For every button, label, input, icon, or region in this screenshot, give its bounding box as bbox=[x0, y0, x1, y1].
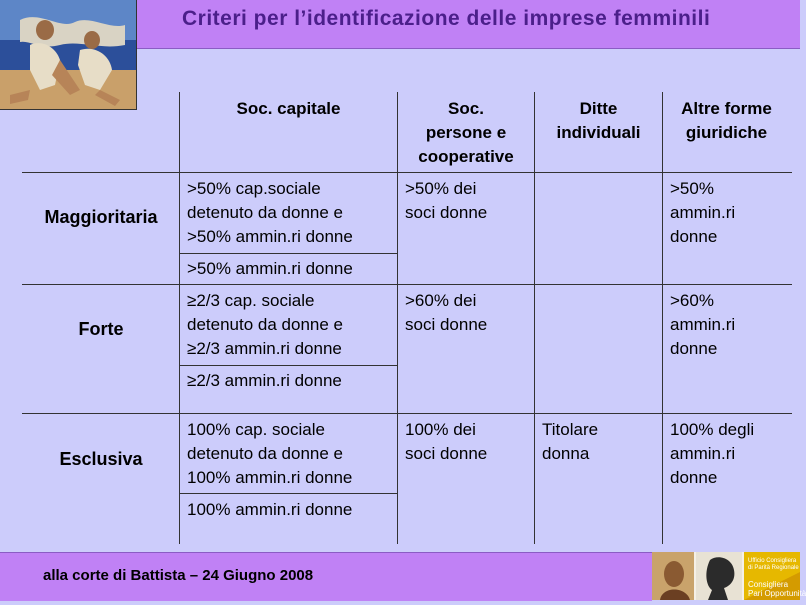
row-label-maggioritaria: Maggioritaria bbox=[44, 207, 158, 227]
cell-esclusiva-ditte: Titolare donna bbox=[542, 420, 599, 463]
cell-forte-capitale: ≥2/3 cap. sociale detenuto da donne e ≥2/3 ammin.ri donne bbox=[187, 291, 343, 358]
cell-forte-altre: >60% ammin.ri donne bbox=[670, 291, 736, 358]
slide-title: Criteri per l’identificazione delle imprese femminili bbox=[182, 7, 711, 30]
cell-forte-capitale-alt: ≥2/3 ammin.ri donne bbox=[187, 371, 342, 390]
logo-strip bbox=[652, 552, 806, 600]
cell-maggioritaria-altre: >50% ammin.ri donne bbox=[670, 179, 736, 246]
footer-text: alla corte di Battista – 24 Giugno 2008 bbox=[43, 567, 314, 584]
cell-esclusiva-persone: 100% dei soci donne bbox=[405, 420, 488, 463]
logo-big-text: Consigliera Pari Opportunità bbox=[748, 580, 806, 598]
cell-esclusiva-capitale-alt: 100% ammin.ri donne bbox=[187, 500, 353, 519]
header-soc-persone: Soc. persone e cooperative bbox=[418, 99, 514, 166]
row-label-esclusiva: Esclusiva bbox=[59, 449, 143, 469]
row-label-forte: Forte bbox=[78, 319, 124, 339]
painting-image bbox=[0, 0, 137, 110]
logo-small-text: Ufficio Consigliera di Parità Regionale bbox=[748, 558, 799, 571]
cell-maggioritaria-capitale-alt: >50% ammin.ri donne bbox=[187, 259, 353, 278]
header-ditte-individuali: Ditte individuali bbox=[556, 99, 641, 142]
cell-esclusiva-altre: 100% degli ammin.ri donne bbox=[670, 420, 755, 487]
title-bar bbox=[135, 0, 800, 49]
cell-maggioritaria-persone: >50% dei soci donne bbox=[405, 179, 488, 222]
cell-maggioritaria-capitale: >50% cap.sociale detenuto da donne e >50% ammin.ri donne bbox=[187, 179, 353, 246]
footer-bar bbox=[0, 552, 652, 601]
cell-esclusiva-capitale: 100% cap. sociale detenuto da donne e 100% ammin.ri donne bbox=[187, 420, 353, 487]
header-soc-capitale: Soc. capitale bbox=[236, 99, 341, 118]
cell-forte-persone: >60% dei soci donne bbox=[405, 291, 488, 334]
header-altre-forme: Altre forme giuridiche bbox=[681, 99, 772, 142]
